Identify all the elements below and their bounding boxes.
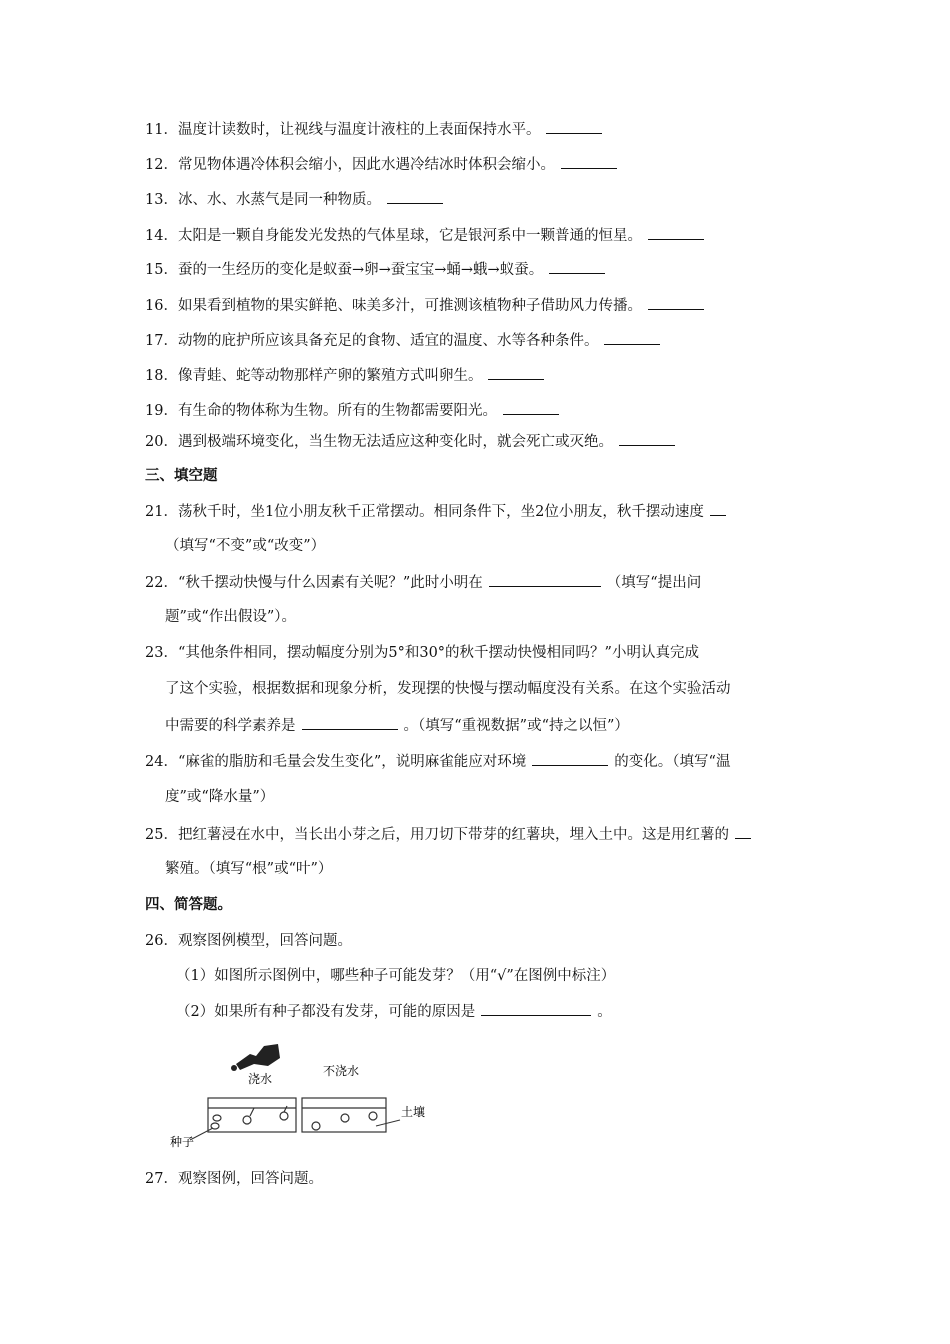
question-20: 20．遇到极端环境变化，当生物无法适应这种变化时，就会死亡或灭绝。	[145, 431, 681, 452]
question-22: 22．“秋千摆动快慢与什么因素有关呢？”此时小明在 （填写“提出问	[145, 572, 701, 593]
question-24: 24．“麻雀的脂肪和毛量会发生变化”，说明麻雀能应对环境 的变化。（填写“温	[145, 751, 730, 772]
pot-watered	[208, 1098, 296, 1132]
answer-blank[interactable]	[302, 715, 398, 730]
answer-blank[interactable]	[489, 572, 601, 587]
answer-blank[interactable]	[648, 225, 704, 240]
label-soil: 土壤	[401, 1105, 426, 1119]
question-13: 13．冰、水、水蒸气是同一种物质。	[145, 189, 449, 210]
question-23-cont2: 中需要的科学素养是 。（填写“重视数据”或“持之以恒”）	[165, 715, 629, 736]
answer-blank[interactable]	[619, 431, 675, 446]
answer-blank[interactable]	[481, 1001, 591, 1016]
question-26: 26．观察图例模型，回答问题。	[145, 933, 352, 949]
answer-blank[interactable]	[604, 330, 660, 345]
question-26-part1: （1）如图所示图例中，哪些种子可能发芽？（用“√”在图例中标注）	[176, 968, 616, 984]
section-heading-short-answer: 四、简答题。	[145, 896, 232, 913]
answer-blank[interactable]	[387, 189, 443, 204]
label-seed: 种子	[170, 1135, 195, 1149]
answer-blank[interactable]	[546, 119, 602, 134]
answer-blank[interactable]	[503, 400, 559, 415]
answer-blank[interactable]	[532, 751, 608, 766]
watering-can-icon	[231, 1044, 280, 1071]
answer-blank[interactable]	[648, 295, 704, 310]
question-15: 15．蚕的一生经历的变化是蚁蚕→卵→蚕宝宝→蛹→蛾→蚁蚕。	[145, 259, 611, 280]
question-23: 23．“其他条件相同，摆动幅度分别为5°和30°的秋千摆动快慢相同吗？”小明认真完成	[145, 645, 699, 661]
answer-blank[interactable]	[488, 365, 544, 380]
question-19: 19．有生命的物体称为生物。所有的生物都需要阳光。	[145, 400, 565, 421]
answer-blank[interactable]	[561, 154, 617, 169]
question-25-cont: 繁殖。（填写“根”或“叶”）	[165, 861, 333, 877]
question-23-cont: 了这个实验，根据数据和现象分析，发现摆的快慢与摆动幅度没有关系。在这个实验活动	[165, 681, 731, 697]
seed-germination-figure	[168, 1036, 438, 1151]
pot-not-watered	[302, 1098, 386, 1132]
question-17: 17．动物的庇护所应该具备充足的食物、适宜的温度、水等各种条件。	[145, 330, 666, 351]
question-18: 18．像青蛙、蛇等动物那样产卵的繁殖方式叫卵生。	[145, 365, 550, 386]
question-14: 14．太阳是一颗自身能发光发热的气体星球，它是银河系中一颗普通的恒星。	[145, 225, 710, 246]
question-26-part2: （2）如果所有种子都没有发芽，可能的原因是 。	[176, 1001, 612, 1022]
soil-pointer	[376, 1120, 400, 1126]
answer-blank[interactable]	[710, 501, 726, 516]
question-12: 12．常见物体遇冷体积会缩小，因此水遇冷结冰时体积会缩小。	[145, 154, 623, 175]
label-no-watering: 不浇水	[323, 1064, 360, 1078]
question-25: 25．把红薯浸在水中，当长出小芽之后，用刀切下带芽的红薯块，埋入土中。这是用红薯的	[145, 824, 757, 845]
question-21: 21．荡秋千时，坐1位小朋友秋千正常摆动。相同条件下，坐2位小朋友，秋千摆动速度	[145, 501, 732, 522]
section-heading-fill: 三、填空题	[145, 467, 218, 484]
question-21-cont: （填写“不变”或“改变”）	[165, 538, 326, 554]
question-22-cont: 题”或“作出假设”）。	[165, 609, 296, 625]
answer-blank[interactable]	[549, 259, 605, 274]
question-27: 27．观察图例，回答问题。	[145, 1171, 323, 1187]
answer-blank[interactable]	[735, 824, 751, 839]
question-11: 11．温度计读数时，让视线与温度计液柱的上表面保持水平。	[145, 119, 608, 140]
question-16: 16．如果看到植物的果实鲜艳、味美多汁，可推测该植物种子借助风力传播。	[145, 295, 710, 316]
question-24-cont: 度”或“降水量”）	[165, 789, 275, 805]
label-watering: 浇水	[248, 1072, 273, 1086]
